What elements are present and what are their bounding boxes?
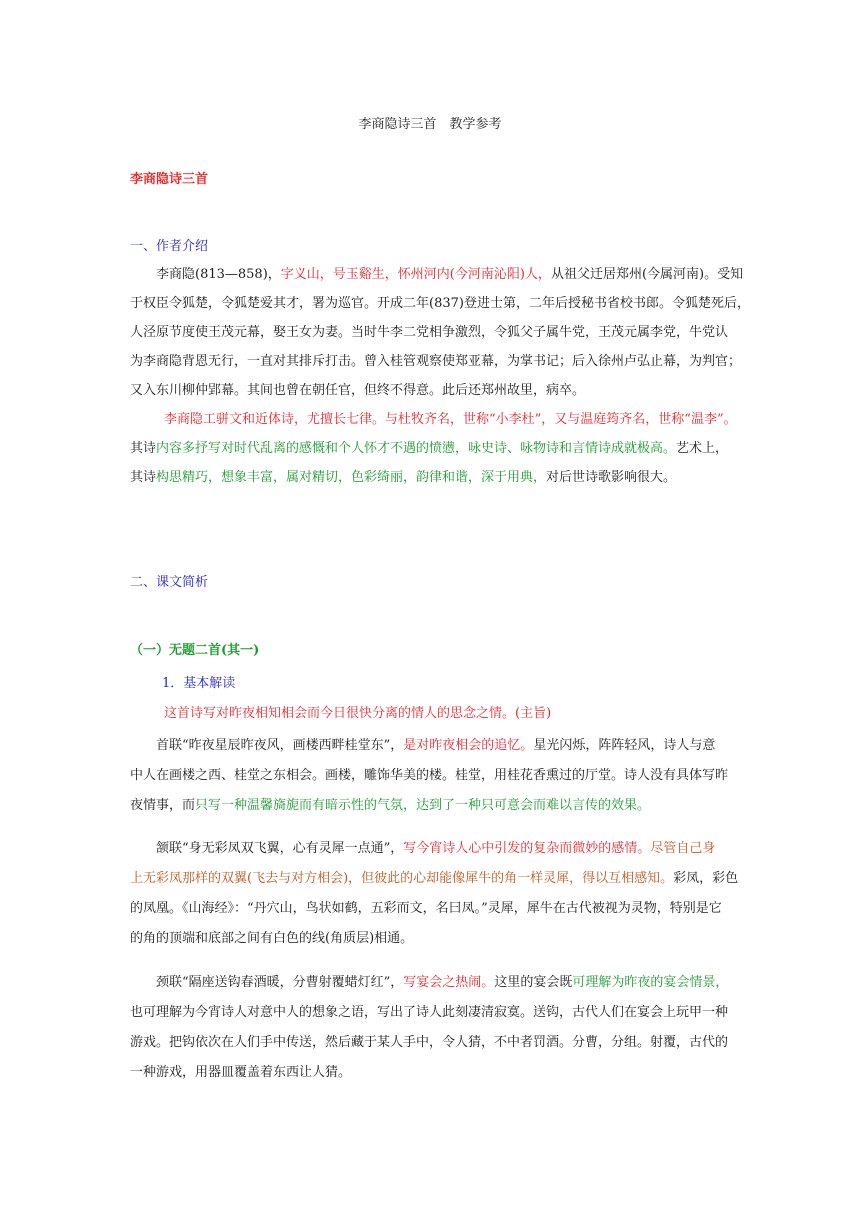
- text-run: 星光闪烁，阵阵轻风，诗人与意: [533, 738, 716, 753]
- paragraph-line: 人泾原节度使王茂元幕，娶王女为妻。当时牛李二党相争激烈，令狐父子属牛党，王茂元属李党，牛党认: [130, 325, 729, 340]
- main-heading: 李商隐诗三首: [130, 172, 209, 187]
- paragraph-line: 的角的顶端和底部之间有白色的线(角质层)相通。: [130, 931, 414, 946]
- paragraph-line: 游戏。把钩依次在人们手中传送，然后藏于某人手中，令人猜，不中者罚酒。分曹，分组。射覆，古代的: [130, 1035, 729, 1050]
- paragraph-line: 又入东川柳仲郢幕。其间也曾在朝任官，但终不得意。此后还郑州故里，病卒。: [130, 383, 586, 398]
- document-title: 李商隐诗三首 教学参考: [358, 117, 502, 132]
- highlight-text: 构思精巧，想象丰富，属对精切，色彩绮丽，韵律和谐，深于用典，: [156, 470, 547, 485]
- highlight-text: 写今宵诗人心中引发的复杂而微妙的感情。: [403, 841, 651, 856]
- paragraph-line: [130, 796, 750, 816]
- highlight-text: 是对昨夜相会的追忆。: [403, 738, 534, 753]
- text-run: 这里的宴会既: [494, 975, 573, 990]
- paragraph-line: [130, 468, 750, 488]
- highlight-text: 尽管自己身: [650, 841, 716, 856]
- highlight-text: 只写一种温馨旖旎而有暗示性的气氛，达到了一种只可意会而难以言传的效果。: [195, 798, 651, 813]
- text-run: 其诗: [130, 470, 157, 485]
- section-analysis-title: 二、课文简析: [130, 575, 209, 590]
- paragraph-line: [156, 736, 776, 756]
- highlight-text: 内容多抒写对时代乱离的感慨和个人怀才不遇的愤懑，咏史诗、咏物诗和言情诗成就极高。: [156, 441, 677, 456]
- paragraph-line: [156, 839, 776, 859]
- highlight-text: 可理解为昨夜的宴会情景，: [572, 975, 729, 990]
- theme-line: 这首诗写对昨夜相知相会而今日很快分离的情人的思念之情。(主旨): [164, 706, 552, 721]
- text-run: 颈联“隔座送钩春酒暖，分曹射覆蜡灯红”，: [156, 975, 404, 990]
- text-run: 艺术上，: [676, 441, 729, 456]
- paragraph-line: [130, 869, 750, 889]
- paragraph-line: [156, 973, 776, 993]
- paragraph-line: [130, 439, 750, 459]
- paragraph-line: 中人在画楼之西、桂堂之东相会。画楼，雕饰华美的楼。桂堂，用桂花香熏过的厅堂。诗人没有具体写昨: [130, 768, 729, 783]
- text-run: 首联“昨夜星辰昨夜风，画楼西畔桂堂东”，: [156, 738, 404, 753]
- text-run: 对后世诗歌影响很大。: [546, 470, 677, 485]
- text-run: 彩凤，彩色: [673, 871, 739, 886]
- subsection-item-title: 1．基本解读: [162, 676, 236, 691]
- text-run: 夜情事，而: [130, 798, 196, 813]
- paragraph-line: 李商隐工骈文和近体诗，尤擅长七律。与杜牧齐名，世称“小李杜”，又与温庭筠齐名，世称“温李”。: [164, 412, 737, 427]
- text-run: 李商隐(813—858)，: [156, 267, 281, 282]
- text-run: 从祖父迁居郑州(今属河南)。受知: [550, 267, 744, 282]
- paragraph-line: 一种游戏，用器皿覆盖着东西让人猜。: [130, 1065, 352, 1080]
- highlight-text: 字义山，号玉谿生，怀州河内(今河南沁阳)人，: [280, 267, 551, 282]
- text-run: 颔联“身无彩凤双飞翼，心有灵犀一点通”，: [156, 841, 404, 856]
- paragraph-line: 也可理解为今宵诗人对意中人的想象之语，写出了诗人此刻凄清寂寞。送钩，古代人们在宴会上玩甲一种: [130, 1005, 729, 1020]
- paragraph-line: 为李商隐背恩无行，一直对其排斥打击。曾入桂管观察使郑亚幕，为掌书记；后入徐州卢弘止幕，为判官；: [130, 354, 742, 369]
- paragraph-line: 的凤凰。《山海经》：“丹穴山，鸟状如鹤，五彩而文，名曰凤。”灵犀，犀牛在古代被视为灵物，特别是它: [130, 901, 722, 916]
- subsection-title: （一）无题二首(其一): [130, 643, 260, 658]
- paragraph-line: [156, 265, 776, 285]
- section-author-intro-title: 一、作者介绍: [130, 239, 209, 254]
- text-run: 其诗: [130, 441, 157, 456]
- highlight-text: 上无彩凤那样的双翼(飞去与对方相会)，但彼此的心却能像犀牛的角一样灵犀，得以互相感知。: [130, 871, 674, 886]
- paragraph-line: 于权臣令狐楚，令狐楚爱其才，署为巡官。开成二年(837)登进士第，二年后授秘书省校书郎。令狐楚死后，: [130, 296, 750, 311]
- highlight-text: 写宴会之热闹。: [403, 975, 495, 990]
